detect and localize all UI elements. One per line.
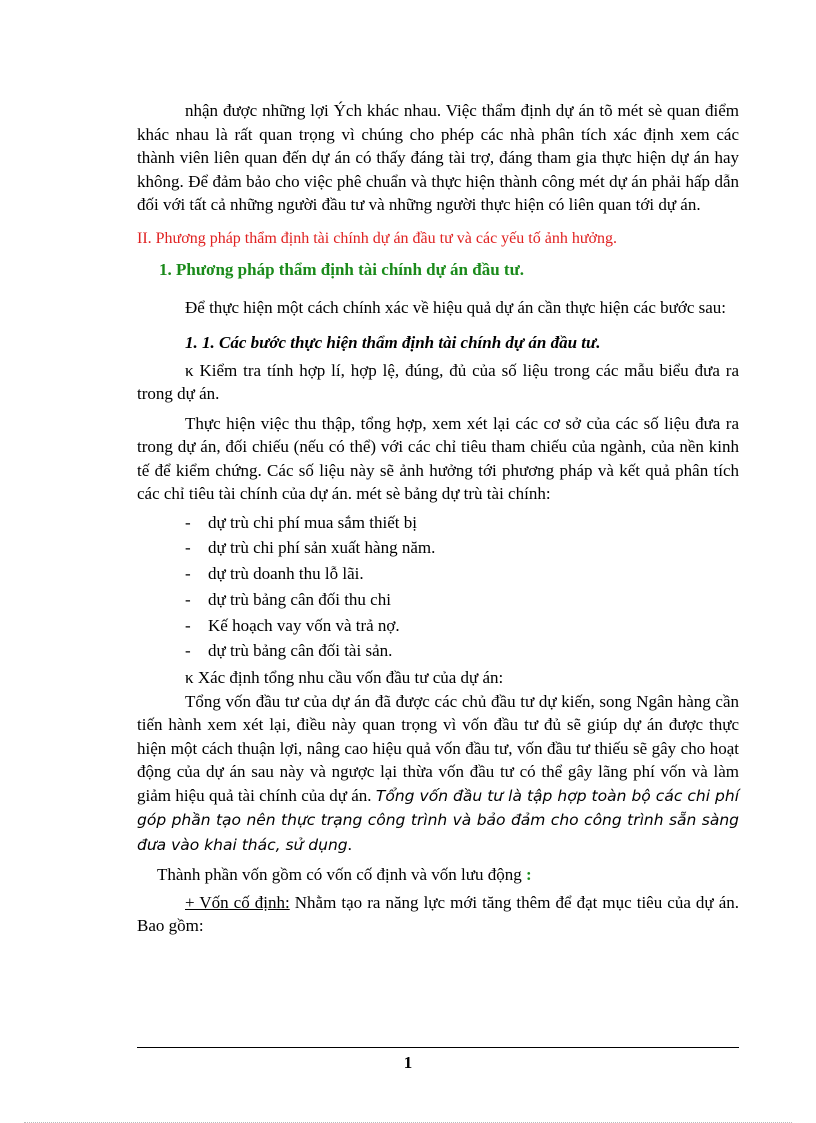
list-dash: -: [185, 512, 191, 532]
paragraph: [137, 891, 739, 938]
list-item-text: dự trù bảng cân đối tài sản.: [208, 641, 393, 661]
footer-divider: [137, 1047, 739, 1048]
paragraph-end: .: [347, 834, 352, 854]
paragraph-text: Thành phần vốn gồm có vốn cố định và vốn lưu động: [157, 865, 526, 885]
list-item: [185, 638, 739, 664]
fixed-capital-label: + Vốn cố định:: [185, 892, 290, 912]
list-dash: -: [185, 615, 191, 635]
list-dash: -: [185, 564, 191, 584]
list-item-text: dự trù bảng cân đối thu chi: [208, 589, 391, 609]
paragraph: κ Xác định tổng nhu cầu vốn đầu tư của dự án:: [185, 668, 504, 688]
paragraph-text: Nhằm tạo ra năng lực mới tăng thêm để đạt mục tiêu của dự án. Bao gồm:: [137, 892, 739, 936]
paragraph: κ Kiểm tra tính hợp lí, hợp lệ, đúng, đủ của số liệu trong các mẫu biểu đưa ra trong dự án.: [137, 360, 739, 403]
list-item-text: dự trù chi phí sản xuất hàng năm.: [208, 538, 436, 558]
page-number: 1: [403, 1053, 413, 1072]
green-colon: :: [526, 865, 532, 885]
list-item: [185, 587, 739, 613]
paragraph: nhận được những lợi Ých khác nhau. Việc thẩm định dự án tõ mét sè quan điểm khác nhau là rất quan trọng vì chúng cho phép các nhà phân tích xác định xem các thành viên liên quan đến dự án có thấy đáng tài trợ, đáng tham gia thực hiện dự án hay không. Để đảm bảo cho việc phê chuẩn và thực hiện thành công mét dự án phải hấp dẫn đối với tất cả những người đầu tư và những người thực hiện có liên quan tới dự án.: [137, 101, 739, 214]
list-dash: -: [185, 641, 191, 661]
list-dash: -: [185, 538, 191, 558]
definition-italic: Tổng vốn đầu tư là tập hợp toàn bộ các chi phí góp phần tạo nên thực trạng công trình và bảo đảm cho công trình sẵn sàng đưa vào khai thác, sử dụng: [137, 786, 739, 854]
list-item-text: dự trù chi phí mua sắm thiết bị: [208, 512, 417, 532]
list-item: [185, 535, 739, 561]
paragraph-text: Tổng vốn đầu tư của dự án đã được các chủ đầu tư dự kiến, song Ngân hàng cần tiến hành xem xét lại, điều này quan trọng vì vốn đầu tư đủ sẽ giúp dự án được thực hiện một cách thuận lợi, nâng cao hiệu quả vốn đầu tư, vốn đầu tư thiếu sẽ gây cho hoạt động của dự án sau này và ngược lại thừa vốn đầu tư có thể gây lãng phí vốn và làm giảm hiệu quả tài chính của dự án.: [137, 691, 739, 805]
list-item: [185, 613, 739, 639]
paragraph: Thực hiện việc thu thập, tổng hợp, xem xét lại các cơ sở của các số liệu đưa ra trong dự án, đối chiếu (nếu có thể) với các chỉ tiêu tham chiếu của ngành, của nền kinh tế để kiểm chứng. Các số liệu này sẽ ảnh hưởng tới phương pháp và kết quả phân tích các chỉ tiêu tài chính của dự án. mét sè bảng dự trù tài chính:: [137, 413, 739, 503]
budget-list: [137, 510, 739, 665]
document-body: [137, 99, 739, 938]
subsection-heading: 1. Phương pháp thẩm định tài chính dự án đầu tư.: [159, 260, 525, 279]
list-item: [185, 510, 739, 536]
section-heading: II. Phương pháp thẩm định tài chính dự án đầu tư và các yếu tố ảnh hưởng.: [137, 229, 617, 247]
list-item-text: dự trù doanh thu lỗ lãi.: [208, 564, 364, 584]
list-item-text: Kế hoạch vay vốn và trả nợ.: [208, 615, 400, 635]
list-item: [185, 561, 739, 587]
list-dash: -: [185, 589, 191, 609]
paragraph: [137, 863, 739, 887]
paragraph: [137, 690, 739, 858]
subsubsection-heading: 1. 1. Các bước thực hiện thẩm định tài chính dự án đầu tư.: [185, 333, 601, 352]
paragraph: Để thực hiện một cách chính xác về hiệu quả dự án cần thực hiện các bước sau:: [185, 297, 726, 317]
